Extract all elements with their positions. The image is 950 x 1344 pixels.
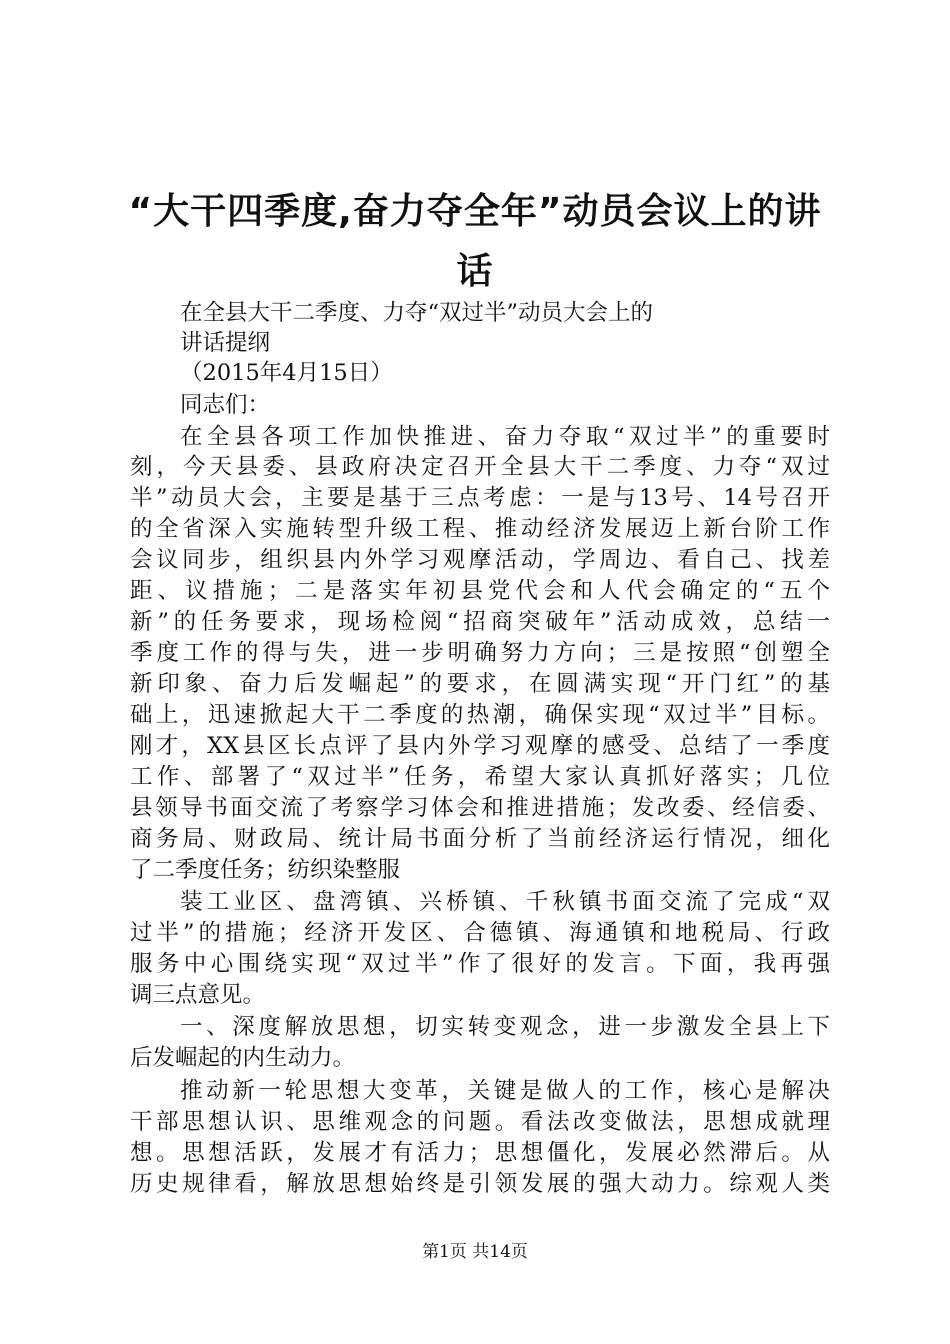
- body-line: 会议同步，组织县内外学习观摩活动，学周边、看自己、找差: [130, 547, 830, 573]
- body-line: 在全县各项工作加快推进、奋力夺取“双过半”的重要时: [180, 424, 830, 450]
- section-heading-1-cont: 后发崛起的内生动力。: [130, 1045, 356, 1071]
- body-line: 历史规律看，解放思想始终是引领发展的强大动力。综观人类: [130, 1171, 830, 1197]
- document-title-line-2: 话: [456, 251, 494, 292]
- body-line: 础上，迅速掀起大干二季度的热潮，确保实现“双过半”目标。: [130, 702, 830, 728]
- body-line: 新印象、奋力后发崛起”的要求，在圆满实现“开门红”的基: [130, 671, 830, 697]
- body-line: 商务局、财政局、统计局书面分析了当前经济运行情况，细化: [130, 826, 830, 852]
- document-title-line-1: “大干四季度,奋力夺全年”动员会议上的讲: [128, 191, 822, 232]
- body-line: 县领导书面交流了考察学习体会和推进措施；发改委、经信委、: [130, 795, 830, 821]
- subtitle-line-2: 讲话提纲: [180, 330, 271, 356]
- body-line: 刚才，XX县区长点评了县内外学习观摩的感受、总结了一季度: [130, 733, 830, 759]
- subtitle-line-1: 在全县大干二季度、力夺“双过半”动员大会上的: [180, 300, 654, 326]
- page-number: 第1页 共14页: [422, 1242, 528, 1262]
- body-line: 过半”的措施；经济开发区、合德镇、海通镇和地税局、行政: [130, 920, 830, 946]
- body-line: 工作、部署了“双过半”任务，希望大家认真抓好落实；几位: [130, 764, 830, 790]
- body-line: 距、议措施；二是落实年初县党代会和人代会确定的“五个: [130, 578, 830, 604]
- body-line: 服务中心围绕实现“双过半”作了很好的发言。下面，我再强: [130, 951, 830, 977]
- body-line: 半”动员大会，主要是基于三点考虑：一是与13号、14号召开: [130, 485, 830, 511]
- body-line: 的全省深入实施转型升级工程、推动经济发展迈上新台阶工作: [130, 516, 830, 542]
- body-line: 季度工作的得与失，进一步明确努力方向；三是按照“创塑全: [130, 640, 830, 666]
- salutation: 同志们：: [180, 392, 271, 418]
- body-line: 想。思想活跃，发展才有活力；思想僵化，发展必然滞后。从: [130, 1140, 830, 1166]
- body-line: 了二季度任务；纺织染整服: [130, 857, 401, 883]
- speech-date: （2015年4月15日）: [180, 360, 393, 386]
- section-heading-1: 一、深度解放思想，切实转变观念，进一步激发全县上下: [180, 1014, 830, 1040]
- body-line: 新”的任务要求，现场检阅“招商突破年”活动成效，总结一: [130, 609, 830, 635]
- body-line: 装工业区、盘湾镇、兴桥镇、千秋镇书面交流了完成“双: [180, 889, 830, 915]
- body-line: 调三点意见。: [130, 982, 266, 1008]
- body-line: 干部思想认识、思维观念的问题。看法改变做法，思想成就理: [130, 1109, 830, 1135]
- body-line: 推动新一轮思想大变革，关键是做人的工作，核心是解决: [180, 1078, 830, 1104]
- body-line: 刻，今天县委、县政府决定召开全县大干二季度、力夺“双过: [130, 454, 830, 480]
